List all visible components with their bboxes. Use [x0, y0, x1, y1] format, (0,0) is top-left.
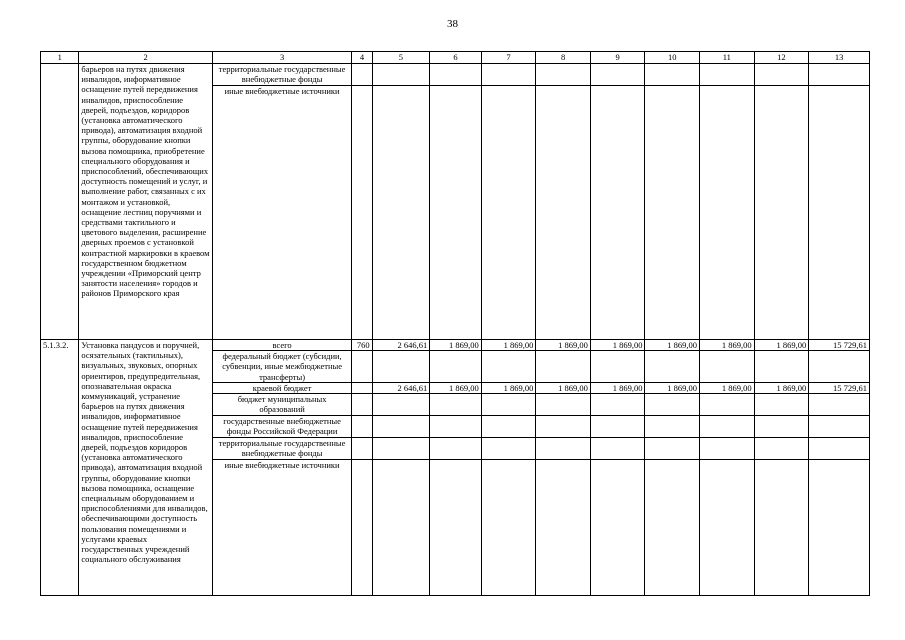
value-cell: 1 869,00: [645, 382, 700, 393]
value-cell: 1 869,00: [430, 340, 482, 351]
funding-source: федеральный бюджет (субсидии, субвенции, иные межбюджетные трансферты): [212, 351, 352, 383]
value-cell: 1 869,00: [590, 382, 645, 393]
page-number: 38: [447, 18, 458, 30]
value-cell: 2 646,61: [372, 382, 430, 393]
code-cell: [41, 64, 79, 340]
value-cell: 1 869,00: [700, 382, 755, 393]
header-cell: 4: [352, 52, 372, 64]
header-cell: 1: [41, 52, 79, 64]
header-cell: 12: [754, 52, 809, 64]
value-cell: 1 869,00: [590, 340, 645, 351]
budget-table: [40, 51, 870, 596]
value-cell: 15 729,61: [809, 340, 870, 351]
value-cell: 1 869,00: [754, 340, 809, 351]
value-cell: 1 869,00: [700, 340, 755, 351]
value-cell: 1 869,00: [430, 382, 482, 393]
funding-source: всего: [212, 340, 352, 351]
funding-source: государственные внебюджетные фонды Российской Федерации: [212, 416, 352, 438]
header-cell: 7: [481, 52, 536, 64]
header-cell: 5: [372, 52, 430, 64]
header-cell: 9: [590, 52, 645, 64]
header-cell: 11: [700, 52, 755, 64]
header-row: [41, 52, 870, 64]
value-cell: 2 646,61: [372, 340, 430, 351]
table-row: [41, 64, 870, 86]
value-cell: 15 729,61: [809, 382, 870, 393]
header-cell: 2: [79, 52, 212, 64]
funding-source: территориальные государственные внебюджетные фонды: [212, 438, 352, 460]
header-cell: 3: [212, 52, 352, 64]
header-cell: 6: [430, 52, 482, 64]
value-cell: 1 869,00: [536, 340, 591, 351]
funding-source: иные внебюджетные источники: [212, 460, 352, 596]
value-cell: 1 869,00: [536, 382, 591, 393]
measure-description: барьеров на путях движения инвалидов, информативное оснащение путей передвижения инвалидов, приспособление дверей, подъездов, коридоров (установка автоматического привода), автоматизация входной группы, оборудование кнопки вызова помощника, приобретение специального оборудования и приспособлений, обеспечивающих доступность помещений и услуг, и выполнение работ, связанных с их монтажом и установкой, оснащение лестниц поручнями и средствами тактильного и цветового выделения, расширение дверных проемов с установкой контрастной маркировки в краевом государственном бюджетном учреждении «Приморский центр занятости населения» городов и районов Приморского края: [79, 64, 212, 340]
value-cell: 1 869,00: [481, 340, 536, 351]
funding-source: бюджет муниципальных образований: [212, 394, 352, 416]
value-cell: 1 869,00: [754, 382, 809, 393]
header-cell: 13: [809, 52, 870, 64]
measure-description: Установка пандусов и поручней, осязательных (тактильных), визуальных, звуковых, опорных ориентиров, предупредительная, опознавательная окраска коммуникаций, устранение барьеров на путях движения инвалидов, информативное оснащение путей передвижения инвалидов, приспособление дверей, подъездов коридоров (установка автоматического привода), автоматизация входной группы, оборудование кнопки вызова помощника, оснащение специальным оборудованием и приспособлениями для инвалидов, обеспечивающими доступность пользования помещениями и услугами краевых государственных учреждений социального обслуживания: [79, 340, 212, 596]
value-cell: 1 869,00: [645, 340, 700, 351]
funding-source: иные внебюджетные источники: [212, 86, 352, 340]
funding-source: краевой бюджет: [212, 382, 352, 393]
table-row: [41, 340, 870, 351]
funding-source: территориальные государственные внебюджетные фонды: [212, 64, 352, 86]
code-value: 760: [352, 340, 372, 351]
header-cell: 8: [536, 52, 591, 64]
header-cell: 10: [645, 52, 700, 64]
value-cell: 1 869,00: [481, 382, 536, 393]
measure-code: 5.1.3.2.: [41, 340, 79, 596]
